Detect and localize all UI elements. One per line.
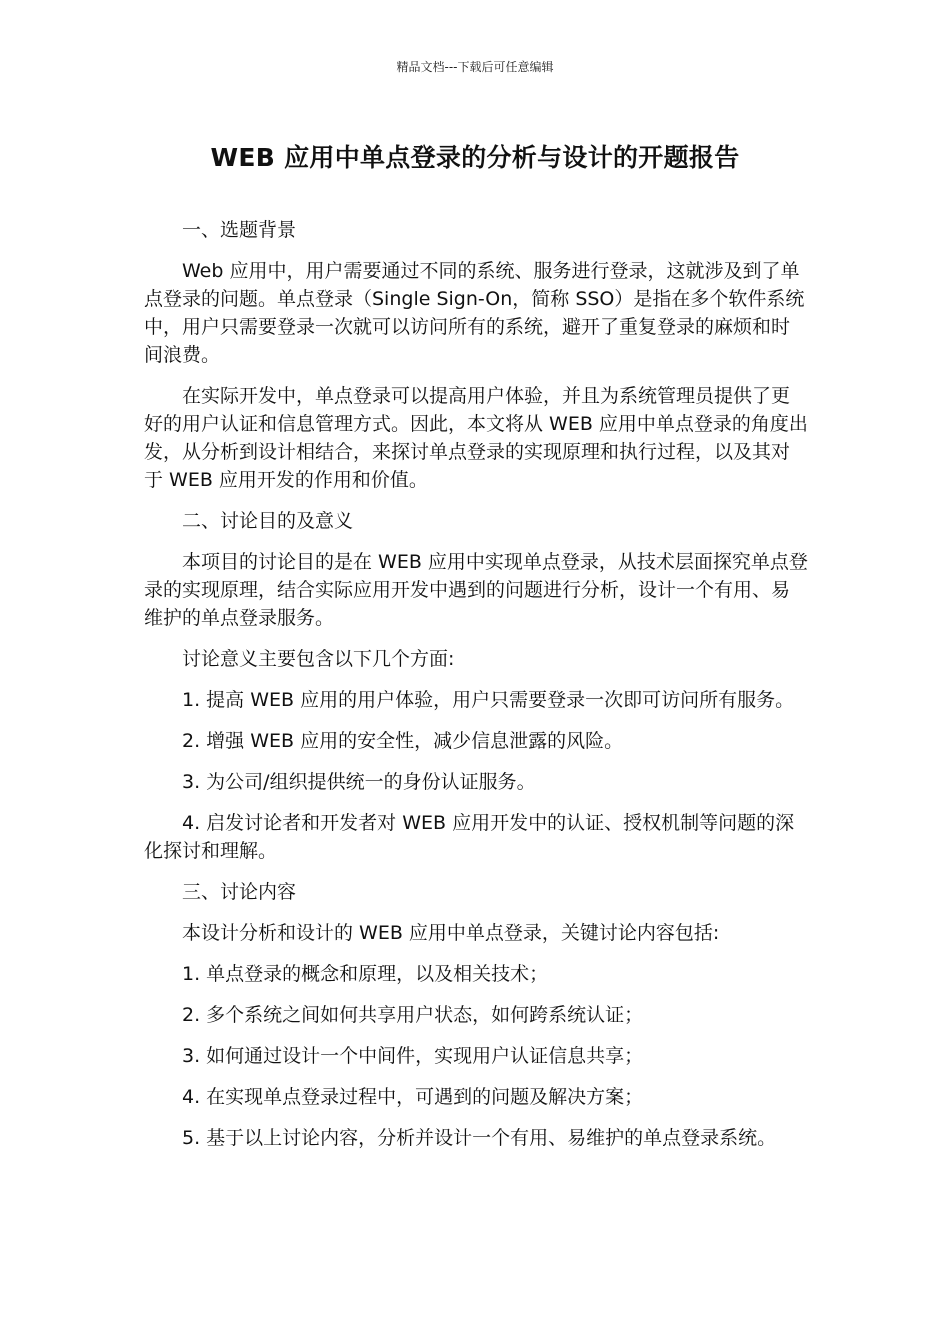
paragraph-purpose: 本项目的讨论目的是在 WEB 应用中实现单点登录，从技术层面探究单点登录的实现原理，结合实际应用开发中遇到的问题进行分析，设计一个有用、易维护的单点登录服务。 [144, 551, 808, 629]
list-item-content-2: 2. 多个系统之间如何共享用户状态，如何跨系统认证； [182, 1004, 644, 1026]
document-title: WEB 应用中单点登录的分析与设计的开题报告 [210, 143, 740, 172]
paragraph-significance-intro: 讨论意义主要包含以下几个方面: [182, 648, 455, 670]
list-item-significance-2: 2. 增强 WEB 应用的安全性，减少信息泄露的风险。 [182, 730, 624, 752]
document-body [144, 216, 808, 1165]
list-item-significance-3: 3. 为公司/组织提供统一的身份认证服务。 [182, 771, 536, 793]
paragraph-background-2: 在实际开发中，单点登录可以提高用户体验，并且为系统管理员提供了更好的用户认证和信息管理方式。因此，本文将从 WEB 应用中单点登录的角度出发，从分析到设计相结合，来探讨单点登录的实现原理和执行过程，以及其对于 WEB 应用开发的作用和价值。 [144, 385, 808, 491]
section-heading-background: 一、选题背景 [182, 219, 297, 241]
list-item-content-4: 4. 在实现单点登录过程中，可遇到的问题及解决方案； [182, 1086, 644, 1108]
section-heading-content: 三、讨论内容 [182, 881, 297, 903]
page-header: 精品文档---下载后可任意编辑 [396, 60, 554, 74]
list-item-content-5: 5. 基于以上讨论内容，分析并设计一个有用、易维护的单点登录系统。 [182, 1127, 777, 1149]
list-item-significance-1: 1. 提高 WEB 应用的用户体验，用户只需要登录一次即可访问所有服务。 [182, 689, 795, 711]
paragraph-background-1: Web 应用中，用户需要通过不同的系统、服务进行登录，这就涉及到了单点登录的问题。单点登录（Single Sign-On，简称 SSO）是指在多个软件系统中，用户只需要登录一次就可以访问所有的系统，避开了重复登录的麻烦和时间浪费。 [144, 260, 805, 366]
list-item-content-1: 1. 单点登录的概念和原理，以及相关技术； [182, 963, 549, 985]
list-item-content-3: 3. 如何通过设计一个中间件，实现用户认证信息共享； [182, 1045, 644, 1067]
list-item-significance-4: 4. 启发讨论者和开发者对 WEB 应用开发中的认证、授权机制等问题的深化探讨和理解。 [144, 812, 795, 862]
paragraph-content-intro: 本设计分析和设计的 WEB 应用中单点登录，关键讨论内容包括: [182, 922, 720, 944]
section-heading-purpose: 二、讨论目的及意义 [182, 510, 354, 532]
